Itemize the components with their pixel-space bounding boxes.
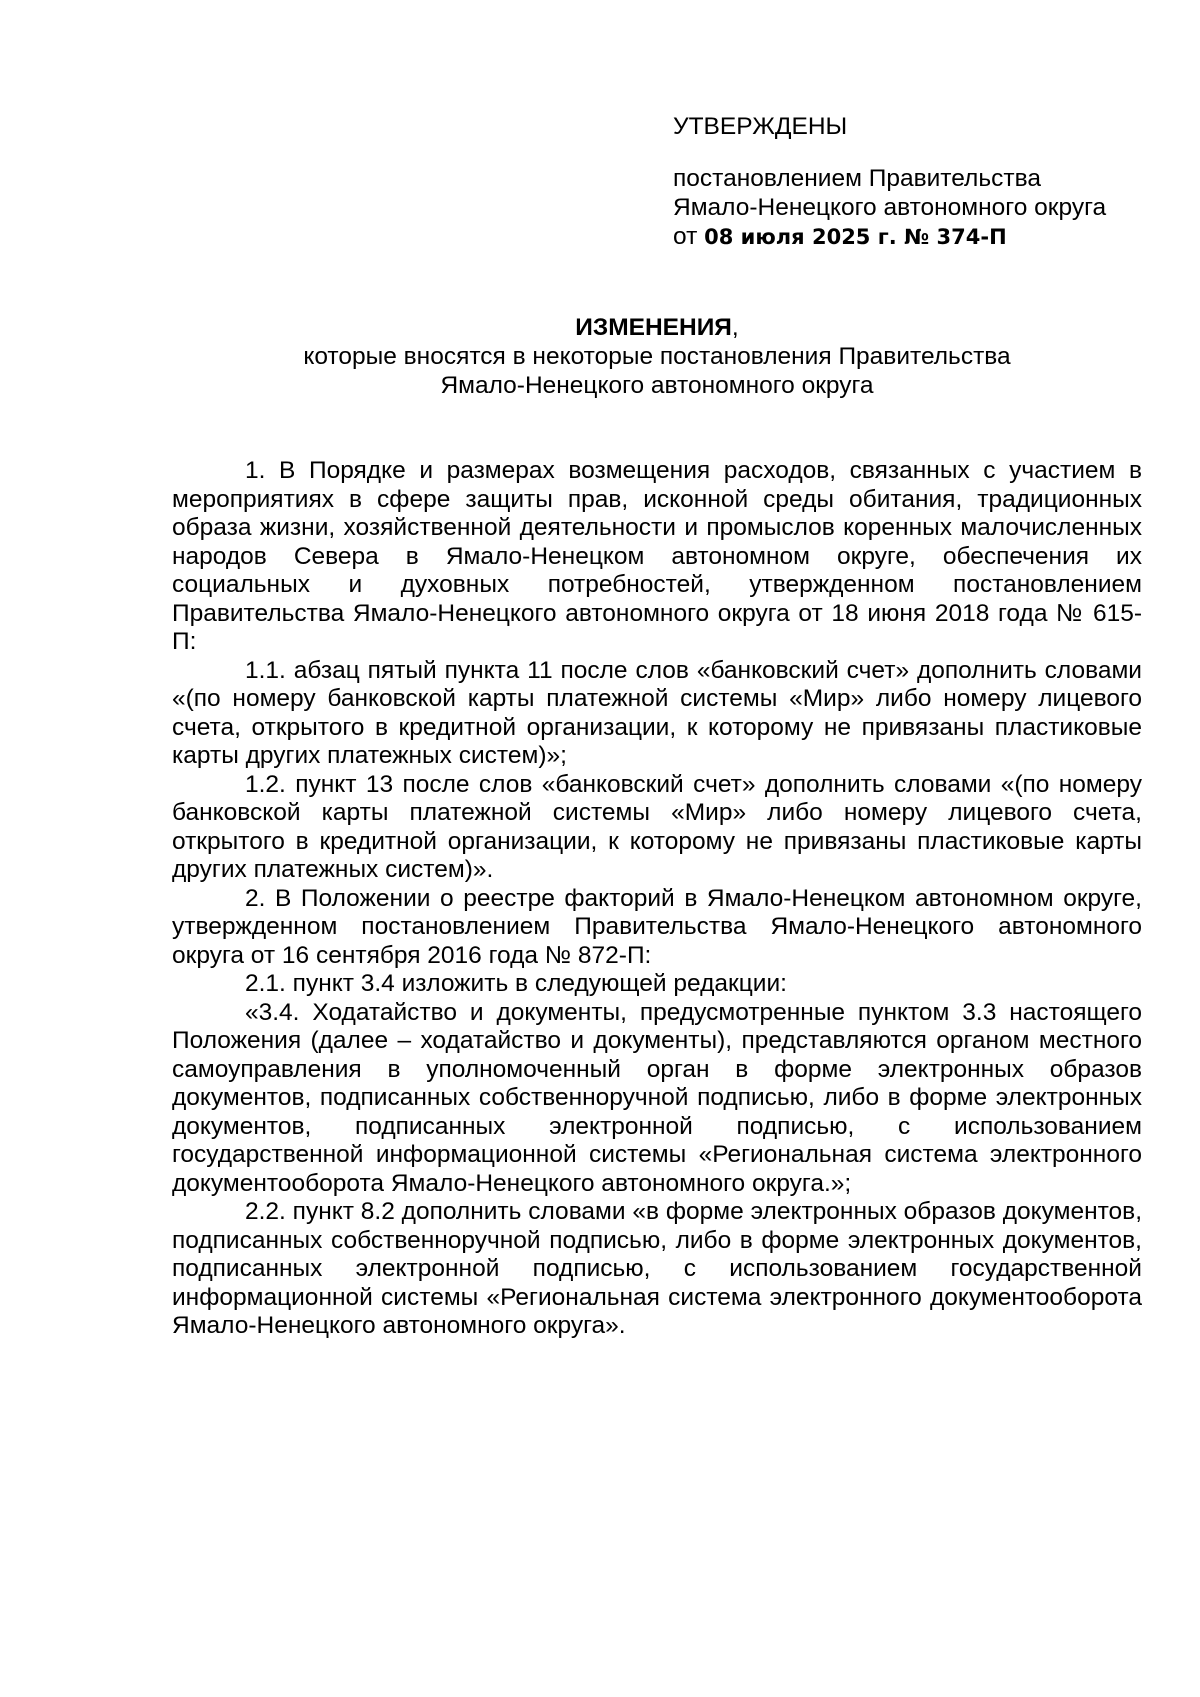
document-body (172, 457, 1142, 1341)
paragraph-1-1: 1.1. абзац пятый пункта 11 после слов «банковский счет» дополнить словами «(по номеру банковской карты платежной системы «Мир» либо номеру лицевого счета, открытого в кредитной организации, к которому не привязаны пластиковые карты других платежных систем)»; (172, 656, 1142, 769)
approval-block (673, 112, 1173, 252)
paragraph-2-2: 2.2. пункт 8.2 дополнить словами «в форме электронных образов документов, подписанных собственноручной подписью, либо в форме электронных документов, подписанных электронной подписью, с использованием государственной информационной системы «Региональная система электронного документооборота Ямало-Ненецкого автономного округа». (172, 1198, 1142, 1339)
heading-title: ИЗМЕНЕНИЯ (575, 314, 732, 341)
heading-subtitle-line-1: которые вносятся в некоторые постановления Правительства (303, 343, 1011, 370)
paragraph-1: 1. В Порядке и размерах возмещения расходов, связанных с участием в мероприятиях в сфере защиты прав, исконной среды обитания, традиционных образа жизни, хозяйственной деятельности и промыслов коренных малочисленных народов Севера в Ямало-Ненецком автономном округе, обеспечения их социальных и духовных потребностей, утвержденном постановлением Правительства Ямало-Ненецкого автономного округа от 18 июня 2018 года № 615-П: (172, 457, 1142, 655)
paragraph-2-1: 2.1. пункт 3.4 изложить в следующей редакции: (245, 970, 787, 997)
approval-date-value: 08 июля 2025 г. № 374-П (704, 225, 1007, 249)
heading-title-suffix: , (731, 314, 739, 341)
paragraph-3-4-quote: «3.4. Ходатайство и документы, предусмотренные пунктом 3.3 настоящего Положения (далее – ходатайство и документы), представляются органом местного самоуправления в уполномоченный орган в форме электронных образов документов, подписанных собственноручной подписью, либо в форме электронных документов, подписанных электронной подписью, с использованием государственной информационной системы «Региональная система электронного документооборота Ямало-Ненецкого автономного округа.»; (172, 998, 1142, 1197)
approved-label: УТВЕРЖДЕНЫ (673, 113, 848, 140)
heading-title-line (172, 313, 1142, 342)
approval-line-2: Ямало-Ненецкого автономного округа (673, 194, 1107, 221)
approval-line-1: постановлением Правительства (673, 165, 1041, 192)
document-heading (172, 313, 1142, 400)
heading-subtitle-line-2: Ямало-Ненецкого автономного округа (440, 372, 874, 399)
paragraph-2: 2. В Положении о реестре факторий в Ямало-Ненецком автономном округе, утвержденном постановлением Правительства Ямало-Ненецкого автономного округа от 16 сентября 2016 года № 872-П: (172, 884, 1142, 969)
approval-date-prefix: от (673, 223, 705, 250)
paragraph-1-2: 1.2. пункт 13 после слов «банковский счет» дополнить словами «(по номеру банковской карты платежной системы «Мир» либо номеру лицевого счета, открытого в кредитной организации, к которому не привязаны пластиковые карты других платежных систем)». (172, 770, 1142, 883)
approval-date-line (673, 222, 1173, 252)
